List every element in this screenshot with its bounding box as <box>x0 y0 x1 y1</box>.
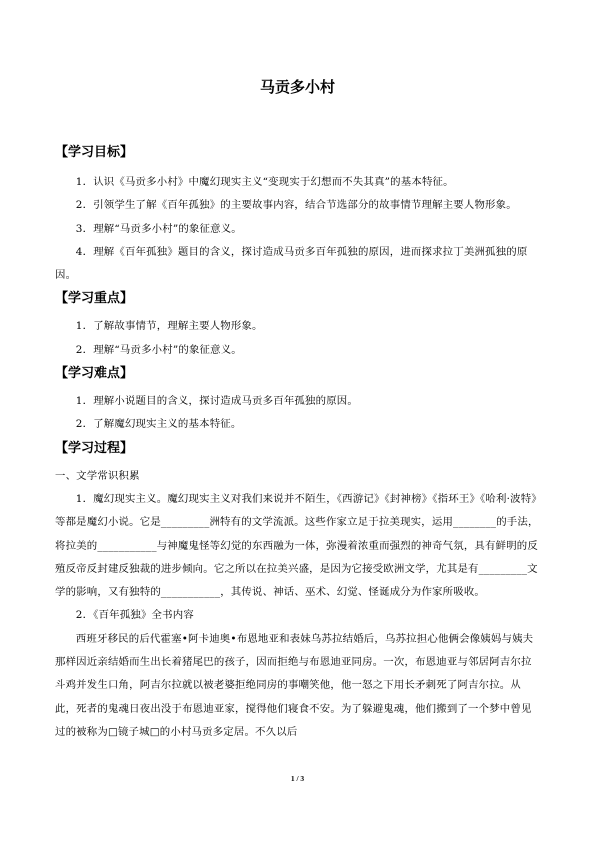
goal-item: 4．理解《百年孤独》题目的含义，探讨造成马贡多百年孤独的原因，进而探求拉丁美洲孤独的原因。 <box>55 245 528 282</box>
key-points-list <box>55 315 541 362</box>
document-body <box>55 140 541 744</box>
goal-item: 3．理解“马贡多小村”的象征意义。 <box>75 222 242 235</box>
process-body <box>55 465 541 745</box>
goals-list <box>55 171 541 287</box>
process-subheading: 一、文学常识积累 <box>55 469 140 482</box>
key-point-item: 1．了解故事情节，理解主要人物形象。 <box>75 320 263 333</box>
section-heading-process: 【学习过程】 <box>55 440 134 456</box>
section-heading-key-points: 【学习重点】 <box>55 291 134 307</box>
process-item-book-summary-heading: 2．《百年孤独》全书内容 <box>75 609 194 622</box>
goal-item: 1．认识《马贡多小村》中魔幻现实主义“变现实于幻想而不失其真”的基本特征。 <box>75 176 454 188</box>
difficulty-item: 2．了解魔幻现实主义的基本特征。 <box>75 418 242 431</box>
key-point-item: 2．理解“马贡多小村”的象征意义。 <box>75 343 242 356</box>
goal-item: 2．引领学生了解《百年孤独》的主要故事内容，结合节选部分的故事情节理解主要人物形象。 <box>75 199 517 212</box>
section-heading-goals: 【学习目标】 <box>55 145 134 160</box>
section-heading-difficulties: 【学习难点】 <box>55 366 134 382</box>
process-item-magical-realism: 1．魔幻现实主义。魔幻现实主义对我们来说并不陌生，《西游记》《封神榜》《指环王》《哈利·波特》等都是魔幻小说。它是_________洲特有的文学流派。这些作家立足于拉美现实，运用________的手法，将拉美的___________与神魔鬼怪等幻觉的东西融为一体，弥漫着浓重而强烈的神奇气氛，具有鲜明的反殖反帝反封建反独裁的进步倾向。它之所以在拉美兴盛，是因为它接受欧洲文学，尤其是有_________文学的影响，又有独特的___________，其传说、神话、巫术、幻觉、怪诞成分为作家所吸收。 <box>55 492 539 599</box>
page-number: 1 / 3 <box>290 774 305 783</box>
document-title: 马贡多小村 <box>259 78 335 96</box>
difficulty-item: 1．理解小说题目的含义，探讨造成马贡多百年孤独的原因。 <box>75 395 358 408</box>
process-item-book-summary-text: 西班牙移民的后代霍塞•阿卡迪奥•布恩地亚和表妹乌苏拉结婚后，乌苏拉担心他俩会像姨妈与姨夫那样因近亲结婚而生出长着猪尾巴的孩子，因而拒绝与布恩迪亚同房。一次，布恩迪亚与邻居阿吉尔拉斗鸡并发生口角，阿吉尔拉就以被老婆拒绝同房的事嘲笑他，他一怒之下用长矛刺死了阿吉尔拉。从此，死者的鬼魂日夜出没于布恩迪亚家，搅得他们寝食不安。为了躲避鬼魂，他们搬到了一个梦中曾见过的被称为□镜子城□的小村马贡多定居。不久以后 <box>55 632 534 738</box>
difficulties-list <box>55 390 541 437</box>
